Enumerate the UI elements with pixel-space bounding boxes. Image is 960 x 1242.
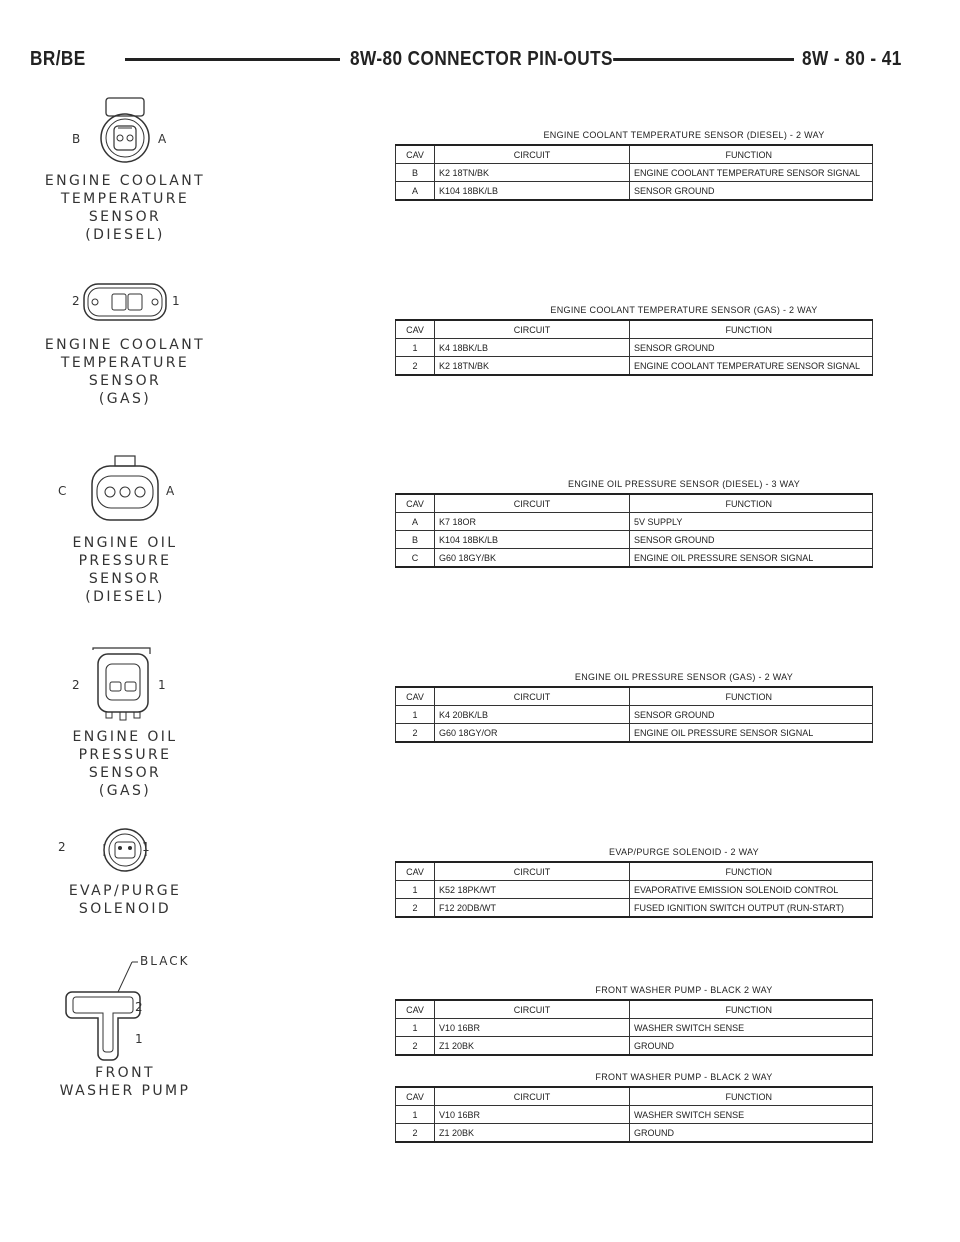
pinout-table xyxy=(395,686,873,743)
cell-circuit: G60 18GY/BK xyxy=(435,549,630,568)
header-circuit: CIRCUIT xyxy=(435,1000,630,1019)
connector-name: ENGINE OIL PRESSURE SENSOR (DIESEL) xyxy=(72,535,178,605)
table-header-row xyxy=(396,1000,873,1019)
table-row xyxy=(396,549,873,568)
connector-front-washer-pump-drawing xyxy=(40,958,210,1064)
table-row xyxy=(396,1106,873,1124)
pin-label-c: C xyxy=(58,484,67,498)
header-function: FUNCTION xyxy=(630,862,873,881)
cell-cav: 2 xyxy=(396,1037,435,1056)
cell-circuit: F12 20DB/WT xyxy=(435,899,630,918)
header-circuit: CIRCUIT xyxy=(435,494,630,513)
connector-coolant-gas-drawing xyxy=(40,278,210,330)
connector-coolant-diesel xyxy=(40,94,210,254)
connector-oil-diesel xyxy=(40,450,210,605)
cell-function: ENGINE COOLANT TEMPERATURE SENSOR SIGNAL xyxy=(630,164,873,182)
pin-label-2: 2 xyxy=(135,1000,143,1014)
table-row xyxy=(396,357,873,376)
table-row xyxy=(396,164,873,182)
cell-function: ENGINE OIL PRESSURE SENSOR SIGNAL xyxy=(630,549,873,568)
cell-function: EVAPORATIVE EMISSION SOLENOID CONTROL xyxy=(630,881,873,899)
cell-cav: 1 xyxy=(396,706,435,724)
table-row xyxy=(396,1124,873,1143)
table-title: EVAP/PURGE SOLENOID - 2 WAY xyxy=(609,847,759,857)
cell-cav: 1 xyxy=(396,881,435,899)
pinout-table-front-washer-pump-2 xyxy=(395,1072,873,1143)
cell-cav: 2 xyxy=(396,1124,435,1143)
cell-circuit: K2 18TN/BK xyxy=(435,357,630,376)
cell-circuit: K7 18OR xyxy=(435,513,630,531)
table-title: ENGINE COOLANT TEMPERATURE SENSOR (GAS) - 2 WAY xyxy=(550,305,818,315)
table-title: ENGINE OIL PRESSURE SENSOR (DIESEL) - 3 WAY xyxy=(567,479,801,489)
connector-name: FRONT WASHER PUMP xyxy=(59,1065,191,1099)
cell-function: SENSOR GROUND xyxy=(630,531,873,549)
pin-label-1: 1 xyxy=(142,840,150,854)
table-row xyxy=(396,899,873,918)
header-section-title: 8W-80 CONNECTOR PIN-OUTS xyxy=(350,48,613,70)
pin-label-a: A xyxy=(158,132,167,146)
cell-cav: 2 xyxy=(396,357,435,376)
table-header-row xyxy=(396,687,873,706)
cell-cav: C xyxy=(396,549,435,568)
pinout-table-coolant-diesel xyxy=(395,130,873,201)
header-circuit: CIRCUIT xyxy=(435,320,630,339)
connector-oil-gas-drawing xyxy=(40,644,210,724)
cell-circuit: K2 18TN/BK xyxy=(435,164,630,182)
cell-function: FUSED IGNITION SWITCH OUTPUT (RUN-START) xyxy=(630,899,873,918)
header-function: FUNCTION xyxy=(630,1000,873,1019)
table-title: FRONT WASHER PUMP - BLACK 2 WAY xyxy=(595,1072,773,1082)
cell-cav: 1 xyxy=(396,339,435,357)
cell-cav: B xyxy=(396,164,435,182)
header-cav: CAV xyxy=(396,145,435,164)
cell-circuit: K4 18BK/LB xyxy=(435,339,630,357)
pin-label-b: B xyxy=(72,132,81,146)
cell-circuit: K104 18BK/LB xyxy=(435,182,630,201)
cell-circuit: Z1 20BK xyxy=(435,1037,630,1056)
table-row xyxy=(396,182,873,201)
pinout-table-coolant-gas xyxy=(395,305,873,376)
table-row xyxy=(396,1019,873,1037)
cell-cav: 2 xyxy=(396,899,435,918)
pinout-table-front-washer-pump xyxy=(395,985,873,1056)
pinout-table-oil-diesel xyxy=(395,479,873,568)
header-function: FUNCTION xyxy=(630,494,873,513)
cell-function: 5V SUPPLY xyxy=(630,513,873,531)
table-header-row xyxy=(396,145,873,164)
pin-label-2: 2 xyxy=(58,840,66,854)
header-cav: CAV xyxy=(396,320,435,339)
header-rule-right xyxy=(600,58,794,61)
header-circuit: CIRCUIT xyxy=(435,862,630,881)
cell-cav: 1 xyxy=(396,1019,435,1037)
cell-function: ENGINE COOLANT TEMPERATURE SENSOR SIGNAL xyxy=(630,357,873,376)
pin-label-1: 1 xyxy=(158,678,166,692)
pinout-table xyxy=(395,861,873,918)
header-rule-left xyxy=(125,58,340,61)
connector-coolant-gas xyxy=(40,278,210,418)
header-function: FUNCTION xyxy=(630,1087,873,1106)
cell-cav: 2 xyxy=(396,724,435,743)
table-row xyxy=(396,1037,873,1056)
header-function: FUNCTION xyxy=(630,145,873,164)
table-title: FRONT WASHER PUMP - BLACK 2 WAY xyxy=(595,985,773,995)
connector-evap-purge xyxy=(40,826,210,926)
cell-function: SENSOR GROUND xyxy=(630,182,873,201)
pin-label-a: A xyxy=(166,484,175,498)
header-circuit: CIRCUIT xyxy=(435,687,630,706)
pin-label-2: 2 xyxy=(72,678,80,692)
wire-color-label: BLACK xyxy=(140,954,190,968)
table-header-row xyxy=(396,862,873,881)
pinout-table-oil-gas xyxy=(395,672,873,743)
pinout-table xyxy=(395,319,873,376)
cell-function: SENSOR GROUND xyxy=(630,339,873,357)
table-row xyxy=(396,531,873,549)
header-cav: CAV xyxy=(396,1087,435,1106)
pin-label-1: 1 xyxy=(135,1032,143,1046)
cell-circuit: V10 16BR xyxy=(435,1019,630,1037)
header-vehicle-code: BR/BE xyxy=(30,48,86,70)
connector-name: ENGINE OIL PRESSURE SENSOR (GAS) xyxy=(72,729,178,799)
connector-name: EVAP/PURGE SOLENOID xyxy=(68,883,182,917)
cell-function: WASHER SWITCH SENSE xyxy=(630,1019,873,1037)
cell-cav: B xyxy=(396,531,435,549)
cell-function: GROUND xyxy=(630,1037,873,1056)
pinout-table xyxy=(395,144,873,201)
table-header-row xyxy=(396,320,873,339)
header-cav: CAV xyxy=(396,1000,435,1019)
table-title: ENGINE COOLANT TEMPERATURE SENSOR (DIESEL) - 2 WAY xyxy=(543,130,825,140)
header-page-number: 8W - 80 - 41 xyxy=(802,48,902,70)
header-cav: CAV xyxy=(396,687,435,706)
cell-circuit: G60 18GY/OR xyxy=(435,724,630,743)
cell-circuit: K4 20BK/LB xyxy=(435,706,630,724)
table-row xyxy=(396,724,873,743)
table-row xyxy=(396,339,873,357)
connector-oil-gas xyxy=(40,644,210,799)
cell-circuit: K104 18BK/LB xyxy=(435,531,630,549)
header-circuit: CIRCUIT xyxy=(435,1087,630,1106)
cell-function: GROUND xyxy=(630,1124,873,1143)
cell-function: SENSOR GROUND xyxy=(630,706,873,724)
header-circuit: CIRCUIT xyxy=(435,145,630,164)
page-header xyxy=(30,48,902,72)
cell-circuit: Z1 20BK xyxy=(435,1124,630,1143)
pin-label-1: 1 xyxy=(172,294,180,308)
cell-cav: 1 xyxy=(396,1106,435,1124)
cell-cav: A xyxy=(396,182,435,201)
pinout-table-evap-purge xyxy=(395,847,873,918)
connector-name: ENGINE COOLANT TEMPERATURE SENSOR (DIESEL) xyxy=(44,173,206,243)
table-header-row xyxy=(396,494,873,513)
pinout-table xyxy=(395,999,873,1056)
cell-function: WASHER SWITCH SENSE xyxy=(630,1106,873,1124)
header-function: FUNCTION xyxy=(630,687,873,706)
connector-coolant-diesel-drawing xyxy=(40,94,210,172)
table-title: ENGINE OIL PRESSURE SENSOR (GAS) - 2 WAY xyxy=(574,672,794,682)
connector-front-washer-pump xyxy=(40,954,210,1108)
table-header-row xyxy=(396,1087,873,1106)
cell-cav: A xyxy=(396,513,435,531)
cell-circuit: V10 16BR xyxy=(435,1106,630,1124)
cell-function: ENGINE OIL PRESSURE SENSOR SIGNAL xyxy=(630,724,873,743)
cell-circuit: K52 18PK/WT xyxy=(435,881,630,899)
table-row xyxy=(396,513,873,531)
pinout-table xyxy=(395,493,873,568)
pin-label-2: 2 xyxy=(72,294,80,308)
header-function: FUNCTION xyxy=(630,320,873,339)
header-cav: CAV xyxy=(396,494,435,513)
table-row xyxy=(396,706,873,724)
header-cav: CAV xyxy=(396,862,435,881)
table-row xyxy=(396,881,873,899)
connector-name: ENGINE COOLANT TEMPERATURE SENSOR (GAS) xyxy=(44,337,206,407)
pinout-table xyxy=(395,1086,873,1143)
